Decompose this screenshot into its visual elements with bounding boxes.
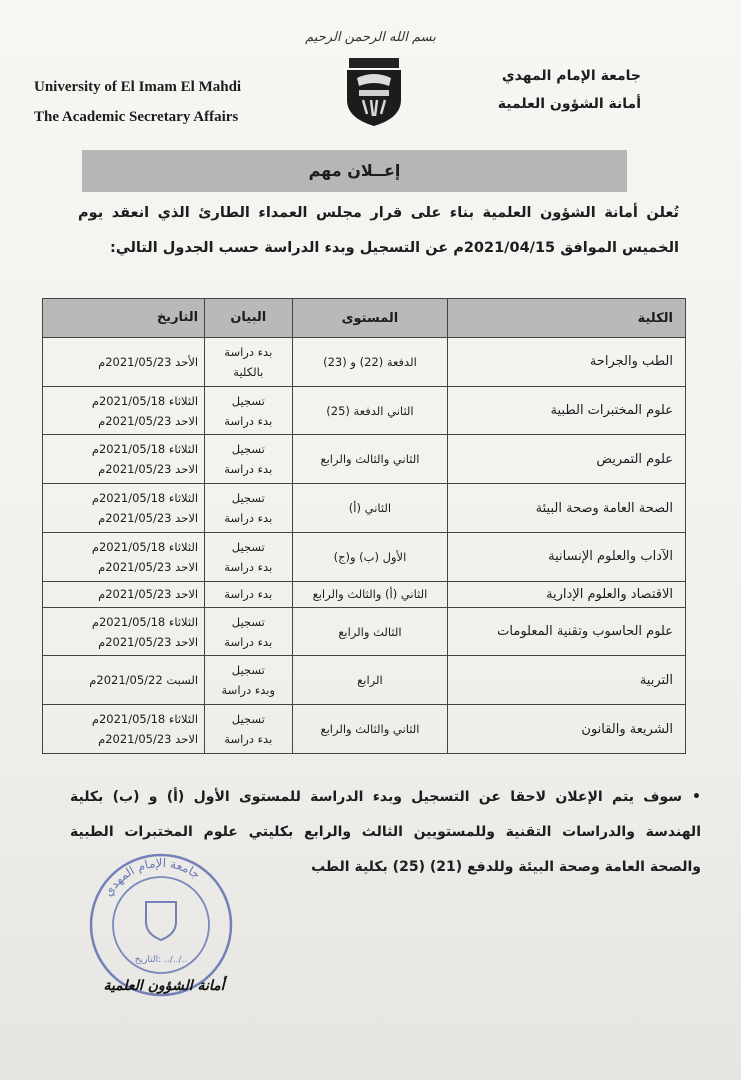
header-date: التاريخ xyxy=(43,299,205,338)
date-line: الثلاثاء 2021/05/18م xyxy=(91,491,199,506)
header-college: الكلية xyxy=(448,299,686,338)
cell-date xyxy=(43,705,205,754)
header-description: البيان xyxy=(205,299,292,338)
cell-level: الثالث والرابع xyxy=(292,607,448,656)
cell-level: الثاني والثالث والرابع xyxy=(292,435,448,484)
cell-date xyxy=(43,581,205,607)
description-line: بدء دراسة xyxy=(224,344,273,359)
table-row xyxy=(43,338,686,387)
cell-description xyxy=(205,338,292,387)
stamp-ring-text: جامعة الإمام المهدي xyxy=(100,855,204,899)
description-line: تسجيل xyxy=(231,393,265,408)
cell-level: الثاني (أ) xyxy=(292,484,448,533)
table-row xyxy=(43,581,686,607)
table-row xyxy=(43,656,686,705)
table-row xyxy=(43,607,686,656)
description-line: تسجيل xyxy=(231,614,265,629)
english-header xyxy=(34,72,241,132)
date-line: الثلاثاء 2021/05/18م xyxy=(91,539,199,554)
basmala: بسم الله الرحمن الرحيم xyxy=(305,30,436,45)
english-university-name: University of El Imam El Mahdi xyxy=(34,79,242,95)
arabic-university-name: جامعة الإمام المهدي xyxy=(501,68,641,84)
announcement-banner: إعــلان مهم xyxy=(82,150,627,192)
cell-level: الثاني (أ) والثالث والرابع xyxy=(292,581,448,607)
description-line: تسجيل xyxy=(231,663,265,678)
cell-description xyxy=(205,532,292,581)
cell-college: الشريعة والقانون xyxy=(448,705,686,754)
note-text: سوف يتم الإعلان لاحقا عن التسجيل وبدء الدراسة للمستوى الأول (أ) و (ب) بكلية الهندسة والدراسات التقنية وللمستويين الثالث والرابع بكليتي علوم المختبرات الطبية والصحة العامة وصحة البيئة وللدفع (21) (25) بكلية الطب xyxy=(70,789,701,875)
date-line: الاحد 2021/05/23م xyxy=(98,462,199,477)
description-line: بدء دراسة xyxy=(224,462,273,477)
stamp-label: أمانة الشؤون العلمية xyxy=(103,978,225,994)
cell-date xyxy=(43,386,205,435)
description-line: تسجيل xyxy=(231,539,265,554)
date-line: الاحد 2021/05/23م xyxy=(98,634,199,649)
description-line: بدء دراسة xyxy=(224,732,273,747)
date-line: الأحد 2021/05/23م xyxy=(98,354,199,369)
cell-description xyxy=(205,484,292,533)
cell-college: التربية xyxy=(448,656,686,705)
cell-date xyxy=(43,607,205,656)
date-line: السبت 2021/05/22م xyxy=(89,673,199,688)
cell-level: الرابع xyxy=(292,656,448,705)
cell-date xyxy=(43,656,205,705)
cell-description xyxy=(205,386,292,435)
bullet-icon: • xyxy=(692,789,701,805)
date-line: الثلاثاء 2021/05/18م xyxy=(91,442,199,457)
description-line: بدء دراسة xyxy=(224,511,273,526)
arabic-header xyxy=(498,62,641,118)
cell-college: الآداب والعلوم الإنسانية xyxy=(448,532,686,581)
cell-description xyxy=(205,705,292,754)
description-line: بدء دراسة xyxy=(224,634,273,649)
date-line: الثلاثاء 2021/05/18م xyxy=(91,614,199,629)
description-line: تسجيل xyxy=(231,712,265,727)
description-line: بدء دراسة xyxy=(224,559,273,574)
cell-date xyxy=(43,338,205,387)
cell-description xyxy=(205,607,292,656)
cell-college: علوم الحاسوب وتقنية المعلومات xyxy=(448,607,686,656)
table-row xyxy=(43,705,686,754)
cell-college: علوم التمريض xyxy=(448,435,686,484)
header-level: المستوى xyxy=(292,299,448,338)
table-header-row xyxy=(43,299,686,338)
cell-level: الأول (ب) و(ج) xyxy=(292,532,448,581)
cell-level: الثاني الدفعة (25) xyxy=(292,386,448,435)
table-row xyxy=(43,435,686,484)
date-line: الاحد 2021/05/23م xyxy=(98,587,199,602)
date-line: الاحد 2021/05/23م xyxy=(98,732,199,747)
university-logo-icon xyxy=(343,56,405,128)
announcement-intro: تُعلن أمانة الشؤون العلمية بناء على قرار مجلس العمداء الطارئ الذي انعقد يوم الخميس الموافق 2021/04/15م عن التسجيل وبدء الدراسة حسب الجدول التالي: xyxy=(78,205,679,256)
table-row xyxy=(43,484,686,533)
date-line: الثلاثاء 2021/05/18م xyxy=(91,712,199,727)
description-line: بدء دراسة xyxy=(224,587,273,602)
date-line: الاحد 2021/05/23م xyxy=(98,559,199,574)
table-row xyxy=(43,532,686,581)
date-line: الاحد 2021/05/23م xyxy=(98,511,199,526)
cell-college: الاقتصاد والعلوم الإدارية xyxy=(448,581,686,607)
cell-description xyxy=(205,581,292,607)
cell-date xyxy=(43,532,205,581)
stamp-date-text: التاريخ: ../../.. xyxy=(134,955,188,965)
date-line: الاحد 2021/05/23م xyxy=(98,413,199,428)
cell-description xyxy=(205,656,292,705)
arabic-department-name: أمانة الشؤون العلمية xyxy=(497,96,641,112)
cell-level: الثاني والثالث والرابع xyxy=(292,705,448,754)
schedule-table xyxy=(42,298,686,754)
cell-description xyxy=(205,435,292,484)
cell-date xyxy=(43,435,205,484)
cell-college: الصحة العامة وصحة البيئة xyxy=(448,484,686,533)
description-line: وبدء دراسة xyxy=(221,683,276,698)
table-body xyxy=(43,338,686,754)
cell-date xyxy=(43,484,205,533)
english-department-name: The Academic Secretary Affairs xyxy=(34,109,239,125)
cell-level: الدفعة (22) و (23) xyxy=(292,338,448,387)
description-line: تسجيل xyxy=(231,491,265,506)
description-line: بدء دراسة xyxy=(224,413,273,428)
cell-college: علوم المختبرات الطبية xyxy=(448,386,686,435)
description-line: تسجيل xyxy=(231,442,265,457)
description-line: بالكلية xyxy=(233,364,264,379)
cell-college: الطب والجراحة xyxy=(448,338,686,387)
table-row xyxy=(43,386,686,435)
date-line: الثلاثاء 2021/05/18م xyxy=(91,393,199,408)
